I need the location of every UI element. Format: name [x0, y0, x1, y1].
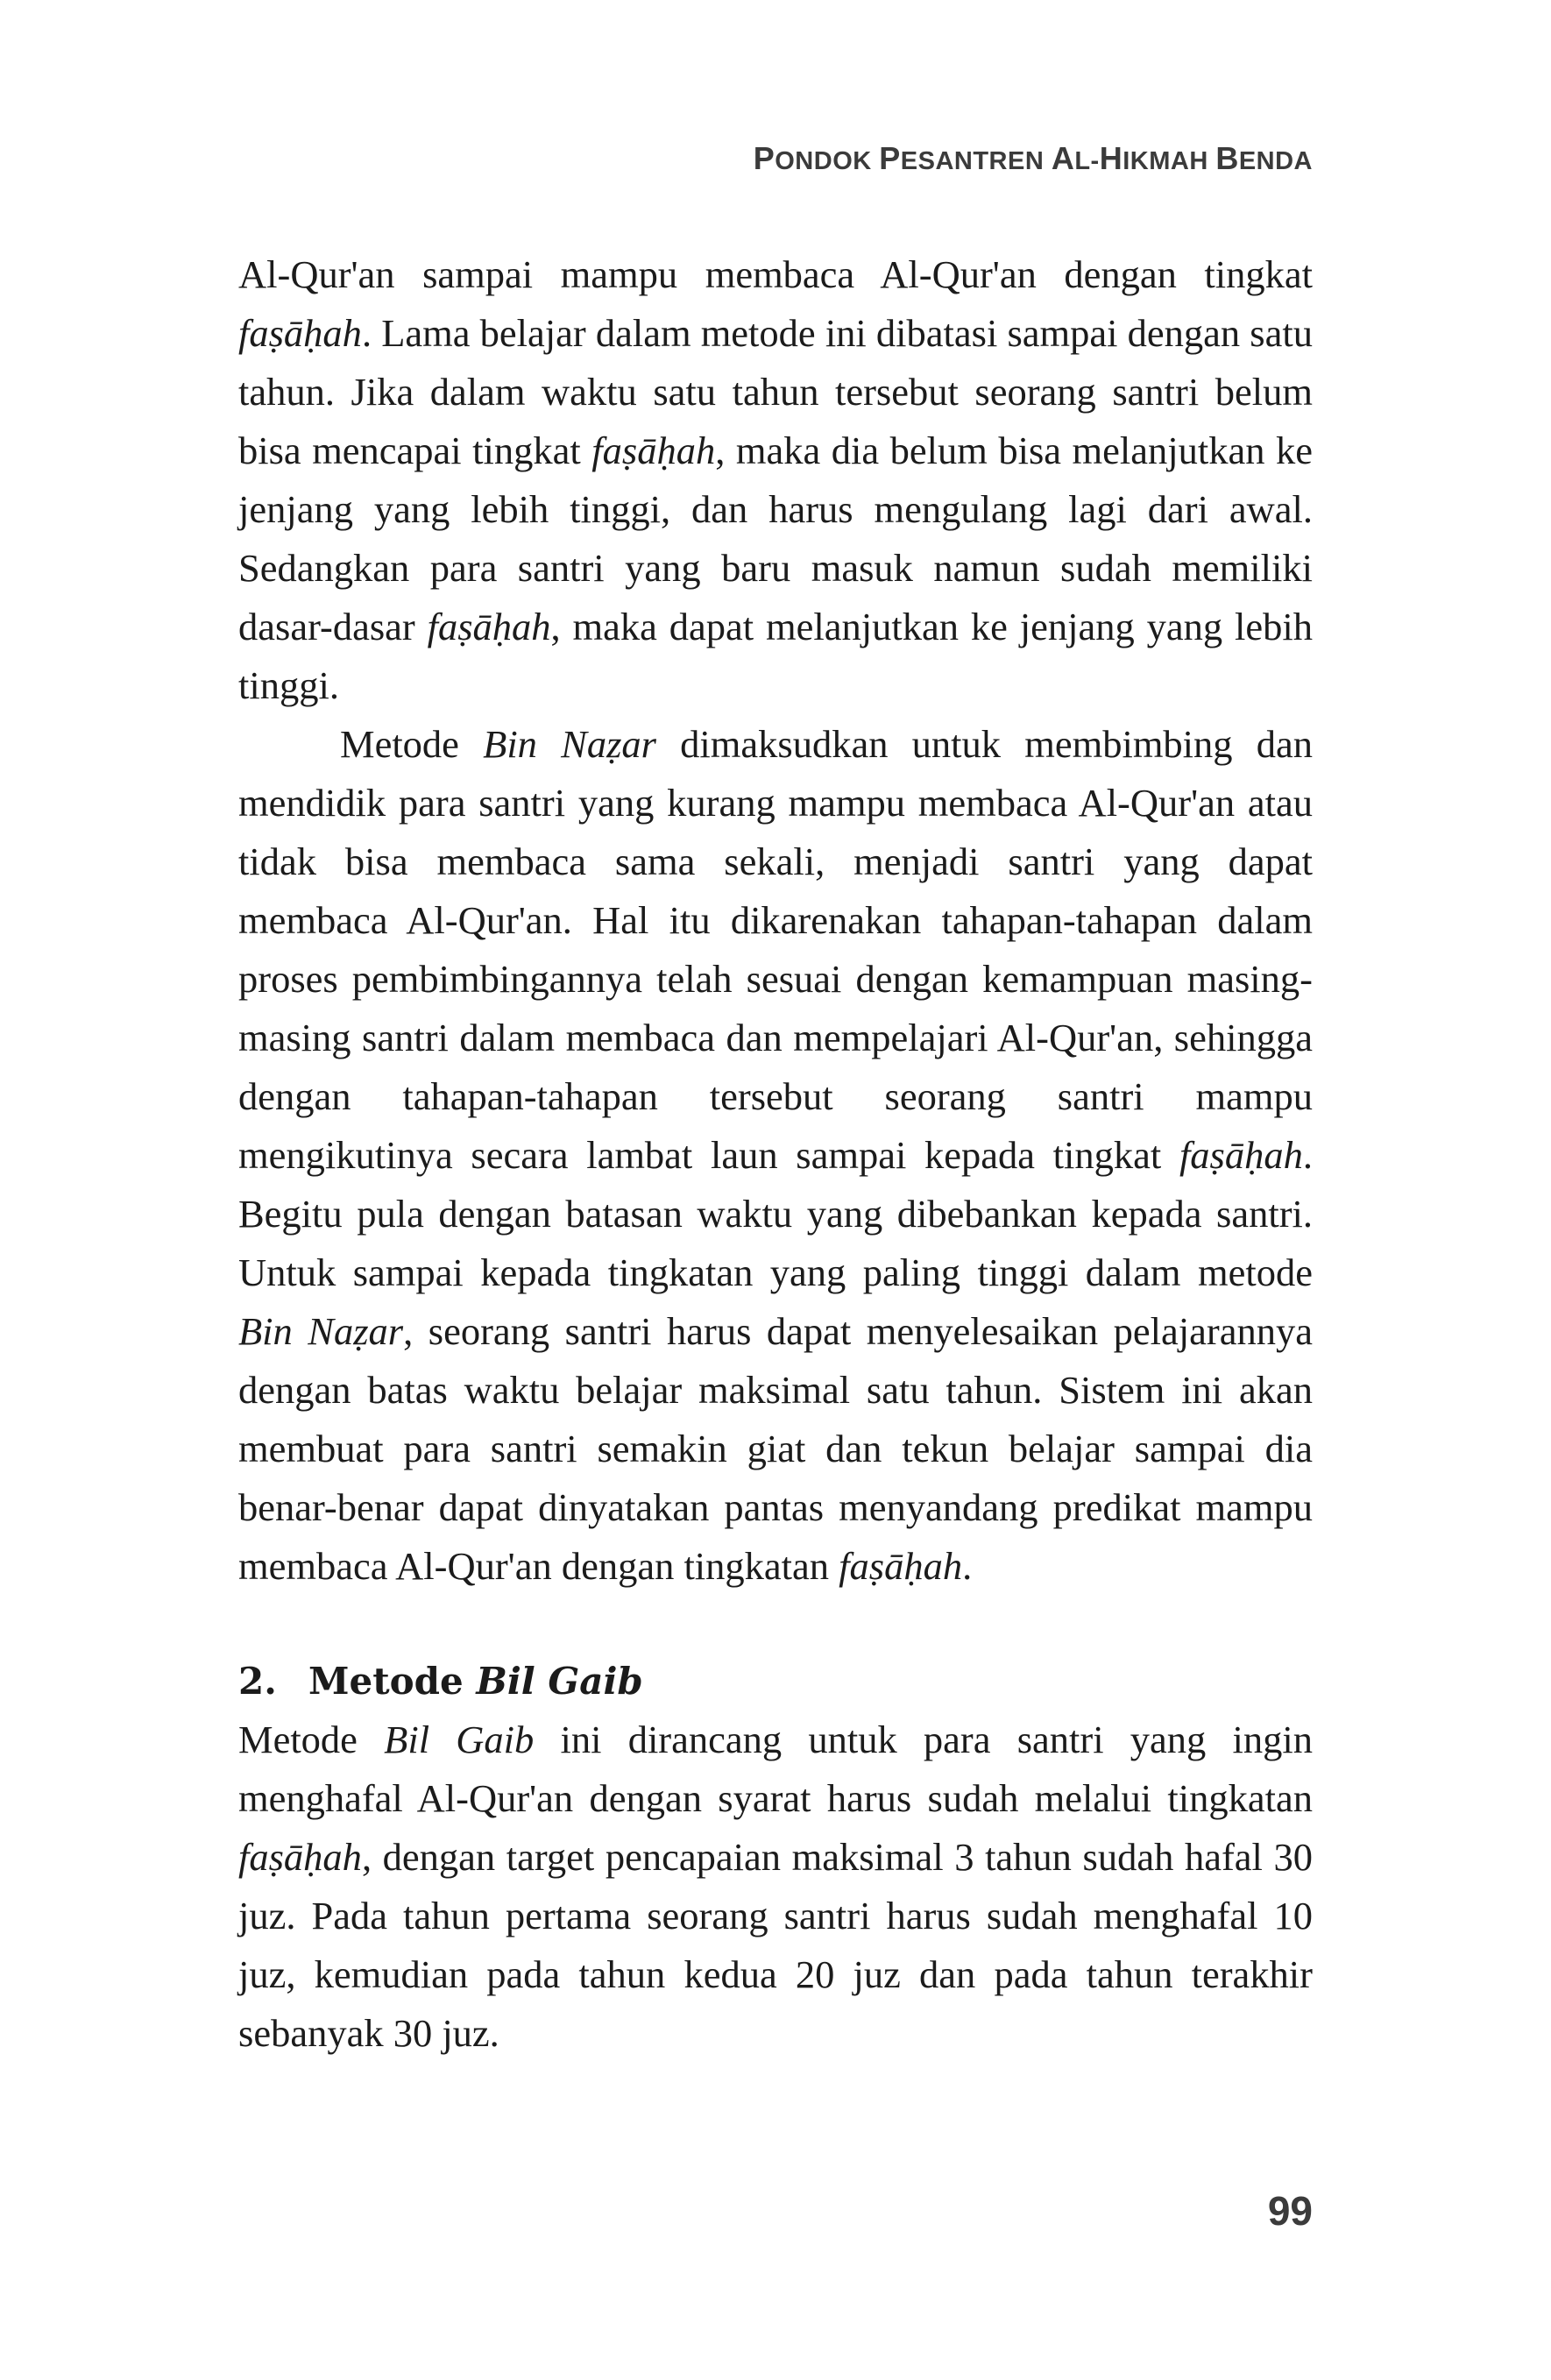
italic-term: faṣāḥah	[238, 311, 362, 355]
italic-term: faṣāḥah	[427, 605, 551, 648]
text-run: , maka dapat melanjutkan ke jenjang yang lebih tinggi.	[238, 605, 1313, 707]
page-number: 99	[1267, 2188, 1313, 2234]
text-run: , maka dia belum bisa melanjutkan ke jenjang yang lebih tinggi, dan harus mengulang lagi dari awal. Sedangkan para santri yang baru masuk namun sudah memiliki dasar-dasar	[238, 429, 1313, 648]
running-header-part: ESANTREN	[900, 147, 1052, 175]
running-header-part: P	[879, 140, 901, 176]
section-number: 2.	[238, 1660, 277, 1703]
italic-term: Bin Naẓar	[238, 1309, 404, 1353]
italic-term: Bin Naẓar	[483, 722, 656, 766]
italic-term: Bil Gaib	[384, 1718, 535, 1761]
running-header-part: L-	[1074, 147, 1100, 175]
text-run: ini dirancang untuk para santri yang ingin menghafal Al-Qur'an dengan syarat harus sudah melalui tingkatan	[238, 1718, 1313, 1820]
text-run: dimaksudkan untuk membimbing dan mendidik para santri yang kurang mampu membaca Al-Qur'an atau tidak bisa membaca sama sekali, menjadi santri yang dapat membaca Al-Qur'an. Hal itu dikarenakan tahapan-tahapan dalam proses pembimbingannya telah sesuai dengan kemampuan masing-masing santri dalam membaca dan mempelajari Al-Qur'an, sehingga dengan tahapan-tahapan tersebut seorang santri mampu mengikutinya secara lambat laun sampai kepada tingkat	[238, 722, 1314, 1177]
text-run: . Begitu pula dengan batasan waktu yang dibebankan kepada santri. Untuk sampai kepada tingkatan yang paling tinggi dalam metode	[238, 1133, 1313, 1294]
paragraph-bin-nazar	[238, 715, 1313, 1596]
text-run: .	[962, 1544, 973, 1588]
section-heading	[238, 1652, 1313, 1711]
text-run: , dengan target pencapaian maksimal 3 tahun sudah hafal 30 juz. Pada tahun pertama seorang santri harus sudah menghafal 10 juz, kemudian pada tahun kedua 20 juz dan pada tahun terakhir sebanyak 30 juz.	[238, 1835, 1313, 2055]
paragraph-continuation	[238, 245, 1313, 715]
text-run: , seorang santri harus dapat menyelesaikan pelajarannya dengan batas waktu belajar maksimal satu tahun. Sistem ini akan membuat para santri semakin giat dan tekun belajar sampai dia benar-benar dapat dinyatakan pantas menyandang predikat mampu membaca Al-Qur'an dengan tingkatan	[238, 1309, 1313, 1588]
running-header-part: ENDA	[1238, 147, 1313, 175]
running-header-part: B	[1215, 140, 1239, 176]
running-header-part: A	[1051, 140, 1075, 176]
running-header-part: IKMAH	[1123, 147, 1216, 175]
text-run: Al-Qur'an sampai mampu membaca Al-Qur'an dengan tingkat	[238, 252, 1313, 296]
section-title-plain: Metode	[308, 1660, 477, 1703]
text-run: Metode	[340, 722, 484, 766]
italic-term: faṣāḥah	[839, 1544, 963, 1588]
paragraph-bil-gaib	[238, 1711, 1313, 2063]
running-header-part: H	[1099, 140, 1123, 176]
running-header-part: ONDOK	[775, 147, 880, 175]
running-header-part: P	[753, 140, 776, 176]
running-header	[238, 140, 1313, 189]
text-run: . Lama belajar dalam metode ini dibatasi sampai dengan satu tahun. Jika dalam waktu satu tahun tersebut seorang santri belum bisa mencapai tingkat	[238, 311, 1313, 472]
body-text	[238, 245, 1313, 2063]
section-title-italic: Bil Gaib	[476, 1660, 643, 1703]
italic-term: faṣāḥah	[591, 429, 716, 472]
text-run: Metode	[238, 1718, 385, 1761]
italic-term: faṣāḥah	[1179, 1133, 1303, 1177]
italic-term: faṣāḥah	[238, 1835, 362, 1879]
